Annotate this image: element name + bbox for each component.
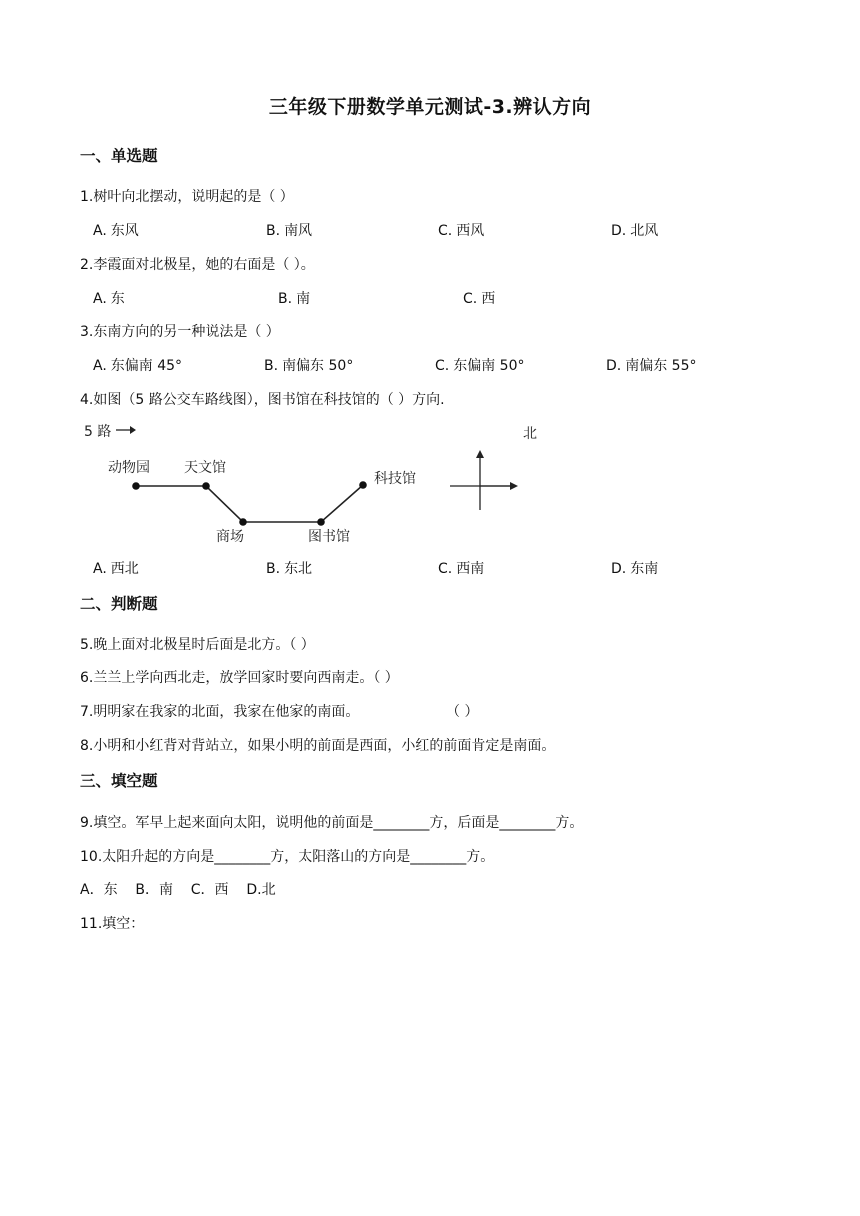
stop-zoo-label: 动物园 bbox=[108, 460, 150, 476]
question-11: 11.填空： bbox=[80, 916, 145, 932]
question-7: 7.明明家在我家的北面，我家在他家的南面。 bbox=[80, 704, 360, 720]
question-2-options bbox=[93, 288, 793, 308]
option-d[interactable]: D. 南偏东 55° bbox=[606, 358, 697, 374]
question-9: 9.填空。军早上起来面向太阳，说明他的前面是________方，后面是________方。 bbox=[80, 815, 584, 831]
option-c[interactable]: C. 东偏南 50° bbox=[435, 358, 525, 374]
option-b[interactable]: B. 南 bbox=[278, 291, 311, 307]
option-d[interactable]: D. 北风 bbox=[611, 223, 659, 239]
option-b[interactable]: B. 南偏东 50° bbox=[264, 358, 354, 374]
question-1-options bbox=[93, 220, 793, 240]
option-a[interactable]: A. 东风 bbox=[93, 223, 139, 239]
route-line bbox=[136, 485, 363, 522]
option-b[interactable]: B. 东北 bbox=[266, 561, 313, 577]
stop-planetarium-dot bbox=[202, 482, 210, 490]
page-title: 三年级下册数学单元测试-3.辨认方向 bbox=[268, 96, 592, 118]
section-heading-fill-in: 三、填空题 bbox=[80, 772, 158, 790]
option-d[interactable]: D. 东南 bbox=[611, 561, 659, 577]
question-3: 3.东南方向的另一种说法是（ ） bbox=[80, 324, 280, 340]
route-arrow-icon bbox=[116, 426, 136, 434]
question-5: 5.晚上面对北极星时后面是北方。（ ） bbox=[80, 637, 315, 653]
stop-library-label: 图书馆 bbox=[308, 529, 350, 545]
option-c[interactable]: C. 西风 bbox=[438, 223, 485, 239]
bus-route-diagram bbox=[80, 416, 550, 556]
option-a[interactable]: A. 西北 bbox=[93, 561, 139, 577]
stop-science-museum-label: 科技馆 bbox=[374, 471, 416, 487]
question-10: 10.太阳升起的方向是________方，太阳落山的方向是________方。 bbox=[80, 849, 495, 865]
stop-mall-label: 商场 bbox=[216, 529, 244, 545]
route-label: 5 路 bbox=[84, 424, 112, 440]
section-heading-single-choice: 一、单选题 bbox=[80, 147, 158, 165]
stop-science-museum-dot bbox=[359, 481, 367, 489]
compass-cross-icon bbox=[450, 450, 518, 510]
stop-library-dot bbox=[317, 518, 325, 526]
bus-route-svg bbox=[80, 416, 550, 556]
section-heading-true-false: 二、判断题 bbox=[80, 595, 158, 613]
option-b[interactable]: B. 南风 bbox=[266, 223, 313, 239]
option-a[interactable]: A. 东偏南 45° bbox=[93, 358, 183, 374]
question-8: 8.小明和小红背对背站立，如果小明的前面是西面，小红的前面肯定是南面。 bbox=[80, 738, 556, 754]
question-10-options: A．东 B．南 C．西 D.北 bbox=[80, 882, 276, 898]
stop-mall-dot bbox=[239, 518, 247, 526]
stop-planetarium-label: 天文馆 bbox=[184, 460, 226, 476]
question-3-options bbox=[93, 355, 793, 375]
north-label: 北 bbox=[523, 426, 537, 442]
question-1: 1.树叶向北摆动，说明起的是（ ） bbox=[80, 189, 294, 205]
question-4: 4.如图（5 路公交车路线图），图书馆在科技馆的（ ）方向. bbox=[80, 392, 445, 408]
stop-zoo-dot bbox=[132, 482, 140, 490]
question-2: 2.李霞面对北极星，她的右面是（ ）。 bbox=[80, 257, 315, 273]
question-4-options bbox=[93, 558, 793, 578]
question-7-answer-paren: （ ） bbox=[446, 704, 479, 720]
option-a[interactable]: A. 东 bbox=[93, 291, 125, 307]
option-c[interactable]: C. 西 bbox=[463, 291, 496, 307]
question-6: 6.兰兰上学向西北走，放学回家时要向西南走。（ ） bbox=[80, 670, 399, 686]
option-c[interactable]: C. 西南 bbox=[438, 561, 485, 577]
